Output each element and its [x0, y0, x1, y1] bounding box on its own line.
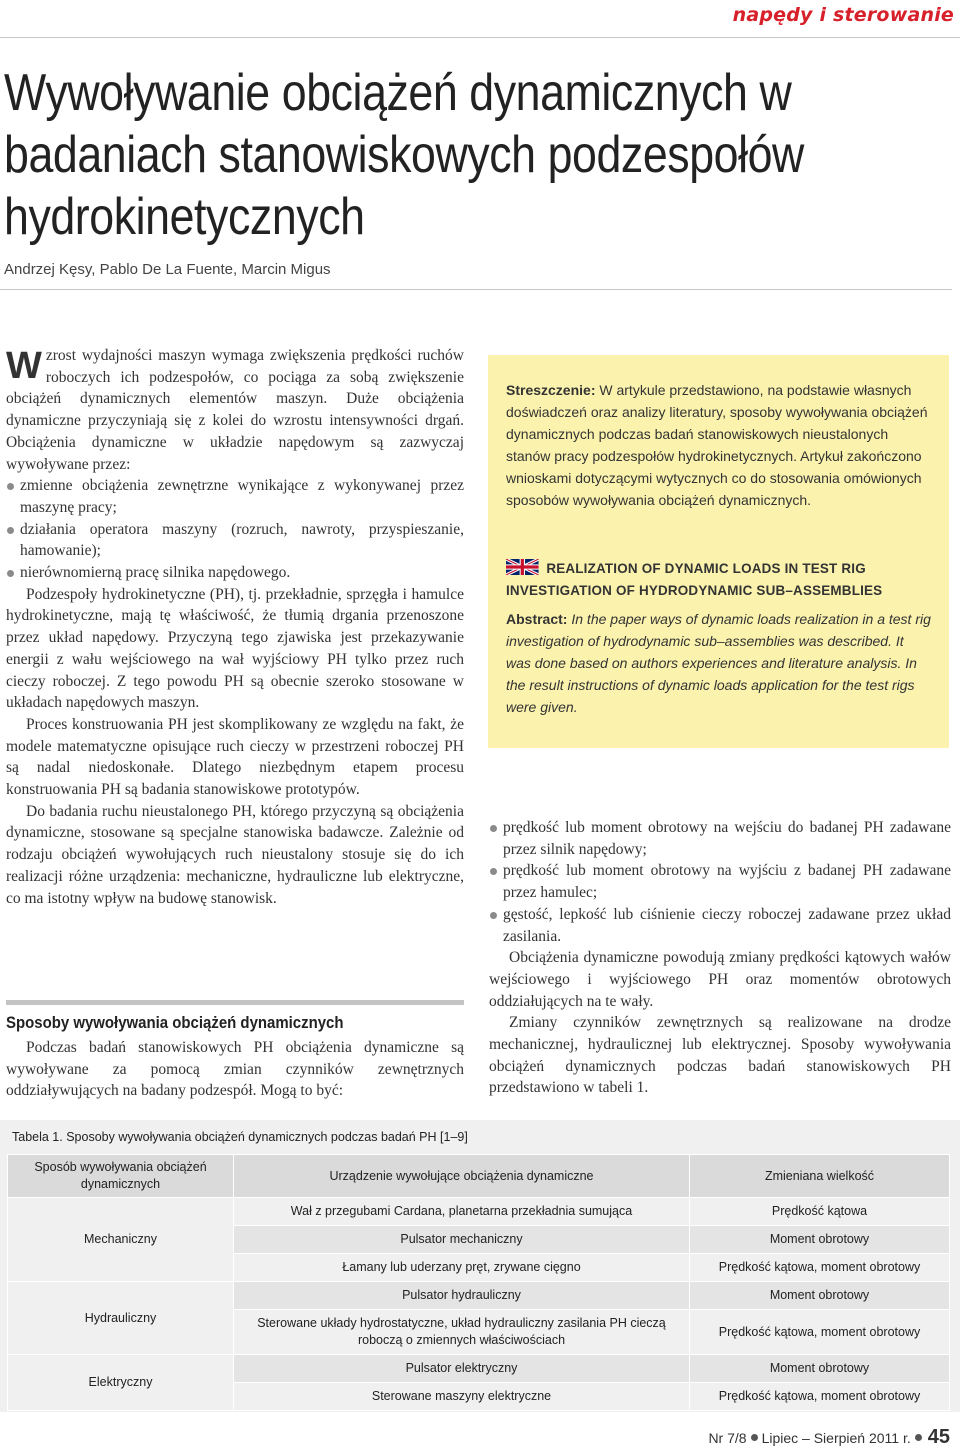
abstract-en [506, 609, 931, 719]
intro-paragraph-3: Proces konstruowania PH jest skomplikowany ze względu na fakt, że modele matematyczne opisujące ruch cieczy w przestrzeni roboczej PH są nadal niedoskonałe. Dlatego niezbędnym etapem procesu konstruowania PH są badania stanowiskowe prototypów. [6, 715, 464, 799]
abstract-pl-label: Streszczenie: [506, 382, 596, 398]
bullet-dot-icon [751, 1434, 758, 1441]
table-row [8, 1282, 950, 1310]
uk-flag-icon [506, 559, 539, 575]
table-cell: Pulsator elektryczny [234, 1355, 690, 1383]
right-column [489, 817, 951, 1099]
list-item: gęstość, lepkość lub ciśnienie cieczy roboczej zadawane przez układ zasilania. [489, 904, 951, 947]
section-body: Podczas badań stanowiskowych PH obciążenia dynamiczne są wywoływane za pomocą zmian czynników zewnętrznych oddziaływujących na badany podzespół. Mogą to być: [6, 1039, 464, 1100]
abstract-en-label: Abstract: [506, 611, 568, 628]
intro-paragraph-1 [6, 345, 464, 475]
table-cell: Moment obrotowy [690, 1282, 950, 1310]
right-paragraph-1: Obciążenia dynamiczne powodują zmiany prędkości kątowych wałów wejściowego i wyjściowego PH oraz momentów obrotowych oddziałujących na te wały. [489, 949, 951, 1010]
article-title: Wywoływanie obciążeń dynamicznych w badaniach stanowiskowych podzespołów hydrokinetycznych [4, 64, 804, 246]
table-cell: Prędkość kątowa [690, 1198, 950, 1226]
intro-bullet-list [6, 475, 464, 584]
table-category-cell: Elektryczny [8, 1355, 234, 1411]
methods-table [7, 1154, 950, 1411]
list-item: prędkość lub moment obrotowy na wejściu do badanej PH zadawane przez silnik napędowy; [489, 817, 951, 860]
abstract-box [488, 355, 949, 748]
section-tag: napędy i sterowanie [732, 4, 954, 26]
abstract-en-title-line-2: INVESTIGATION OF HYDRODYNAMIC SUB–ASSEMBLIES [506, 582, 883, 599]
table-row [8, 1355, 950, 1383]
table-cell: Sterowane maszyny elektryczne [234, 1383, 690, 1411]
right-paragraph-2: Zmiany czynników zewnętrznych są realizowane na drodze mechanicznej, hydraulicznej lub elektrycznej. Sposoby wywoływania obciążeń dynamicznych podczas badań stanowiskowych PH przedstawiono w tabeli 1. [489, 1014, 951, 1097]
table-cell: Pulsator hydrauliczny [234, 1282, 690, 1310]
table-category-cell: Hydrauliczny [8, 1282, 234, 1355]
table-category-cell: Mechaniczny [8, 1198, 234, 1282]
list-item: prędkość lub moment obrotowy na wyjściu z badanej PH zadawane przez hamulec; [489, 860, 951, 903]
list-item: nierównomierną pracę silnika napędowego. [6, 562, 464, 584]
abstract-pl-text: W artykule przedstawiono, na podstawie własnych doświadczeń oraz analizy literatury, sposoby wywoływania obciążeń dynamicznych podczas badań stanowiskowych nieustalonych stanów pracy podzespołów hydrokinetycznych. Artykuł zakończono wnioskami dotyczącymi wytycznych co do stosowania omówionych sposobów wywoływania obciążeń dynamicznych. [506, 382, 928, 508]
table-header-row [8, 1155, 950, 1198]
left-column [6, 345, 464, 909]
intro-paragraph-4: Do badania ruchu nieustalonego PH, którego przyczyną są obciążenia dynamiczne, stosowane są specjalne stanowiska badawcze. Zależnie od rodzaju obciążeń wywołujących ruch nieustalony stosuje się do ich realizacji różne urządzenia: mechaniczne, hydrauliczne lub elektryczne, co ma istotny wpływ na budowę stanowisk. [6, 802, 464, 907]
abstract-pl [506, 380, 931, 511]
abstract-en-text: In the paper ways of dynamic loads realization in a test rig investigation of hydrodynamic sub–assemblies was described. It was done based on authors experiences and literature analysis. In the result instructions of dynamic loads application for the test rigs were given. [506, 611, 931, 716]
table-cell: Moment obrotowy [690, 1226, 950, 1254]
abstract-en-title [506, 557, 914, 601]
page-number: 45 [927, 1426, 950, 1448]
intro-paragraph-1-text: zrost wydajności maszyn wymaga zwiększenia prędkości ruchów roboczych ich podzespołów, co pociąga za sobą zwiększenie obciążeń dynamicznych elementów maszyn. Duże obciążenia dynamiczne przyczyniają się z kolei do wzrostu intensywności drgań. Obciążenia dynamiczne w układzie napędowym są zazwyczaj wywoływane przez: [6, 347, 464, 473]
table-header-cell: Urządzenie wywołujące obciążenia dynamiczne [234, 1155, 690, 1198]
page-footer [708, 1426, 950, 1449]
authors-rule [0, 289, 952, 290]
table-cell: Wał z przegubami Cardana, planetarna przekładnia sumująca [234, 1198, 690, 1226]
list-item: działania operatora maszyny (rozruch, nawroty, przyspieszanie, hamowanie); [6, 519, 464, 562]
table-cell: Prędkość kątowa, moment obrotowy [690, 1383, 950, 1411]
table-cell: Sterowane układy hydrostatyczne, układ hydrauliczny zasilania PH cieczą roboczą o zmiennych właściwościach [234, 1310, 690, 1355]
section-heading: Sposoby wywoływania obciążeń dynamicznych [6, 1013, 344, 1032]
authors: Andrzej Kęsy, Pablo De La Fuente, Marcin Migus [4, 261, 331, 278]
table-panel [0, 1120, 960, 1412]
issue-date: Lipiec – Sierpień 2011 r. [761, 1430, 911, 1446]
list-item: zmienne obciążenia zewnętrzne wynikające z wykonywanej przez maszynę pracy; [6, 475, 464, 518]
table-header-cell: Zmieniana wielkość [690, 1155, 950, 1198]
title-rule [0, 37, 960, 38]
section-rule [6, 1000, 464, 1005]
factors-bullet-list [489, 817, 951, 947]
bullet-dot-icon [915, 1434, 922, 1441]
dropcap: W [6, 345, 42, 387]
table-row [8, 1198, 950, 1226]
table-cell: Pulsator mechaniczny [234, 1226, 690, 1254]
issue-number: Nr 7/8 [708, 1430, 747, 1446]
intro-paragraph-2: Podzespoły hydrokinetyczne (PH), tj. przekładnie, sprzęgła i hamulce hydrokinetyczne, mają tę właściwość, że tłumią drgania przenoszone przez układ napędowy. Przyczyną tego zjawiska jest przekazywanie energii z wału wejściowego na wał wyjściowy PH tylko przez ruch cieczy roboczej. Z tego powodu PH są obecnie szeroko stosowane w układach napędowych maszyn. [6, 585, 464, 712]
table-cell: Prędkość kątowa, moment obrotowy [690, 1254, 950, 1282]
table-header-cell: Sposób wywoływania obciążeń dynamicznych [8, 1155, 234, 1198]
table-cell: Moment obrotowy [690, 1355, 950, 1383]
table-cell: Prędkość kątowa, moment obrotowy [690, 1310, 950, 1355]
abstract-en-title-line-1: REALIZATION OF DYNAMIC LOADS IN TEST RIG [546, 560, 866, 577]
table-cell: Łamany lub uderzany pręt, zrywane cięgno [234, 1254, 690, 1282]
table-caption: Tabela 1. Sposoby wywoływania obciążeń dynamicznych podczas badań PH [1–9] [12, 1130, 468, 1144]
